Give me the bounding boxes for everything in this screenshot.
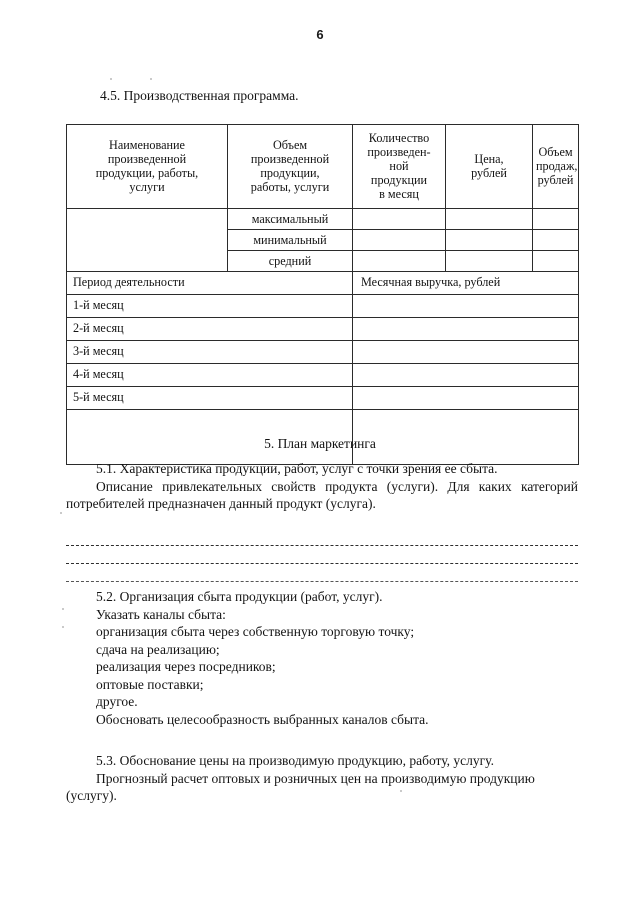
table-col-header-volume bbox=[228, 125, 353, 209]
page-number: 6 bbox=[316, 27, 324, 42]
header-line: Наименование bbox=[109, 137, 185, 152]
table-header-row bbox=[67, 125, 579, 209]
sales-channel-item: организация сбыта через собственную торговую точку; bbox=[96, 624, 415, 640]
quantity-input-cell[interactable] bbox=[353, 209, 446, 230]
fill-in-rule bbox=[66, 563, 578, 564]
sales-channel-item: оптовые поставки; bbox=[96, 676, 204, 692]
table-row bbox=[67, 318, 579, 341]
revenue-header-label: Месячная выручка, рублей bbox=[353, 272, 579, 295]
paragraph-line: 5.2. Организация сбыта продукции (работ, услуг). bbox=[96, 589, 383, 604]
price-input-cell[interactable] bbox=[446, 209, 533, 230]
sales-input-cell[interactable] bbox=[533, 230, 579, 251]
scan-artifact bbox=[150, 78, 152, 80]
price-input-cell[interactable] bbox=[446, 251, 533, 272]
volume-label-average: средний bbox=[228, 251, 353, 272]
sales-channel-item: реализация через посредников; bbox=[96, 659, 276, 675]
month-label-3: 3-й месяц bbox=[67, 341, 353, 364]
header-line: произведен- bbox=[367, 144, 431, 159]
quantity-input-cell[interactable] bbox=[353, 230, 446, 251]
sales-input-cell[interactable] bbox=[533, 251, 579, 272]
header-line: рублей bbox=[537, 173, 574, 188]
header-line: продукции, bbox=[260, 166, 320, 180]
volume-label-minimum: минимальный bbox=[228, 230, 353, 251]
header-line: ной bbox=[389, 158, 409, 173]
header-line: произведенной bbox=[250, 151, 330, 166]
header-line: Количество bbox=[368, 130, 430, 145]
sales-input-cell[interactable] bbox=[533, 209, 579, 230]
scan-artifact bbox=[400, 790, 402, 792]
month-label-4: 4-й месяц bbox=[67, 364, 353, 387]
table-col-header-price bbox=[446, 125, 533, 209]
table-col-header-quantity bbox=[353, 125, 446, 209]
month-label-1: 1-й месяц bbox=[67, 295, 353, 318]
paragraph-line: Описание привлекательных свойств продукта (услуги). Для каких категорий потребителей предназначен данный продукт (услуга). bbox=[66, 478, 578, 512]
name-input-cell[interactable] bbox=[67, 209, 228, 272]
scan-artifact bbox=[110, 78, 112, 80]
header-line: продаж, bbox=[536, 158, 578, 173]
month-label-2: 2-й месяц bbox=[67, 318, 353, 341]
header-line: Объем bbox=[272, 137, 308, 152]
sales-channel-item: сдача на реализацию; bbox=[96, 641, 220, 657]
revenue-input-cell[interactable] bbox=[353, 387, 579, 410]
paragraph-section-5-1 bbox=[66, 460, 578, 513]
scan-artifact bbox=[62, 608, 64, 610]
fill-in-rule bbox=[66, 545, 578, 546]
revenue-input-cell[interactable] bbox=[353, 364, 579, 387]
fill-in-rule bbox=[66, 581, 578, 582]
header-line: услуги bbox=[129, 180, 165, 195]
table-col-header-name bbox=[67, 125, 228, 209]
header-line: Объем bbox=[538, 144, 573, 159]
header-line: работы, услуги bbox=[250, 180, 330, 195]
scan-artifact bbox=[60, 512, 62, 514]
scan-artifact bbox=[62, 626, 64, 628]
revenue-input-cell[interactable] bbox=[353, 341, 579, 364]
header-line: продукции bbox=[370, 173, 428, 188]
header-line: продукции, работы, bbox=[95, 166, 199, 180]
table-row bbox=[67, 387, 579, 410]
paragraph-line: Обосновать целесообразность выбранных каналов сбыта. bbox=[96, 711, 429, 727]
table-row bbox=[67, 364, 579, 387]
paragraph-section-5-3 bbox=[66, 752, 578, 805]
heading-section-4-5: 4.5. Производственная программа. bbox=[100, 88, 299, 103]
production-program-table bbox=[66, 124, 579, 465]
quantity-input-cell[interactable] bbox=[353, 251, 446, 272]
paragraph-line: Прогнозный расчет оптовых и розничных цен на производимую продукцию (услугу). bbox=[66, 770, 535, 804]
paragraph-line: 5.1. Характеристика продукции, работ, услуг с точки зрения ее сбыта. bbox=[96, 461, 498, 476]
paragraph-line: Указать каналы сбыта: bbox=[96, 606, 226, 622]
revenue-input-cell[interactable] bbox=[353, 318, 579, 341]
table-row bbox=[67, 295, 579, 318]
header-line: в месяц bbox=[379, 187, 419, 202]
month-label-5: 5-й месяц bbox=[67, 387, 353, 410]
sales-channel-item: другое. bbox=[96, 694, 138, 710]
table-col-header-sales bbox=[533, 125, 579, 209]
paragraph-line: 5.3. Обоснование цены на производимую продукцию, работу, услугу. bbox=[96, 753, 494, 768]
header-line: рублей bbox=[471, 166, 507, 180]
header-line: Цена, bbox=[474, 151, 504, 166]
price-input-cell[interactable] bbox=[446, 230, 533, 251]
header-line: произведенной bbox=[107, 151, 187, 166]
paragraph-section-5-2 bbox=[66, 588, 578, 728]
volume-label-maximum: максимальный bbox=[228, 209, 353, 230]
table-row-maximum bbox=[67, 209, 579, 230]
table-row bbox=[67, 341, 579, 364]
period-header-label: Период деятельности bbox=[67, 272, 353, 295]
revenue-input-cell[interactable] bbox=[353, 295, 579, 318]
heading-section-5: 5. План маркетинга bbox=[264, 436, 376, 451]
table-row-period-header bbox=[67, 272, 579, 295]
